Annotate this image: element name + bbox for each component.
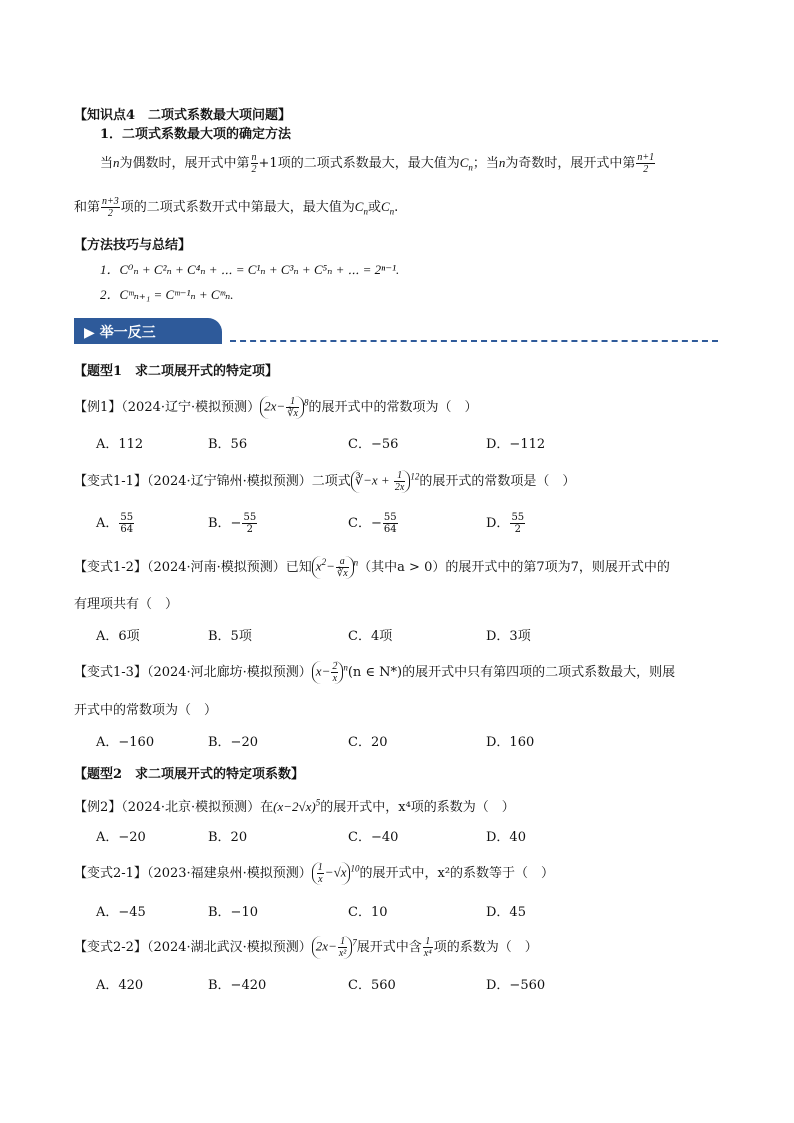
variant-1-2-choice-a[interactable]: A．6项 [96,629,140,644]
example2-choice-a[interactable]: A．−20 [96,830,146,845]
variant-1-3-choice-d[interactable]: D．160 [486,735,535,750]
variant-1-2-choice-d[interactable]: D．3项 [486,629,531,644]
variant-2-2-question: 【变式2-2】（2024·湖北武汉·模拟预测） 2x− $\frac{1}{\text{x²}}$ $^7$展开式中含 $\frac{1}{\text{x⁴}}$ 项的系数为（ ） [74,936,538,959]
variant-1-3-question: 【变式1-3】（2024·河北廊坊·模拟预测） x− $\frac{2}{x}$ $^n$(n ∈ N*)的展开式中只有第四项的二项式系数最大，则展 [74,661,676,684]
banner-dashed-line [230,340,718,342]
example1-question: 【例1】（2024·辽宁·模拟预测） 2x− $\frac{1}{∛x}$ $^8$的展开式中的常数项为（ ） [74,396,478,419]
variant-2-1-choice-a[interactable]: A．−45 [96,905,146,920]
knowledge-paragraph-line1: 当n为偶数时，展开式中第 $\frac{n}{2}$ +1项的二项式系数最大，最大值为$C_n$；当n为奇数时，展开式中第 $\frac{n+1}{2}$ [100,152,655,175]
variant-1-3-question-line2: 开式中的常数项为（ ） [74,703,218,718]
example2-choice-b[interactable]: B．20 [208,830,248,845]
variant-2-2-choice-d[interactable]: D．−560 [486,978,546,993]
variant-1-1-choice-a[interactable]: A． $\frac{55}{64}$ [96,512,134,535]
type1-heading: 【题型1 求二项展开式的特定项】 [74,364,279,379]
variant-1-1-choice-d[interactable]: D． $\frac{55}{2}$ [486,512,525,535]
variant-2-1-choice-b[interactable]: B．−10 [208,905,258,920]
variant-1-1-question: 【变式1-1】（2024·辽宁锦州·模拟预测）二项式 ∛−x + $\frac{1}{2x}$ $^{12}$的展开式的常数项是（ ） [74,470,576,493]
variant-1-1-choice-b[interactable]: B．− $\frac{55}{2}$ [208,512,257,535]
method-item-1: 1．C⁰ₙ + C²ₙ + C⁴ₙ + ⋯ = C¹ₙ + C³ₙ + C⁵ₙ + ⋯ = 2ⁿ⁻¹. [100,262,400,277]
example2-choice-d[interactable]: D．40 [486,830,526,845]
example1-choice-a[interactable]: A．112 [96,437,144,452]
example1-choice-b[interactable]: B．56 [208,437,248,452]
section-banner-label: ▶ 举一反三 [84,325,156,341]
variant-1-3-choice-c[interactable]: C．20 [348,735,388,750]
variant-2-2-choice-c[interactable]: C．560 [348,978,396,993]
variant-2-1-question: 【变式2-1】（2023·福建泉州·模拟预测） $\frac{1}{x}$ −√x $^{10}$的展开式中，x²的系数等于（ ） [74,862,555,885]
knowledge-subheading: 1．二项式系数最大项的确定方法 [100,127,292,142]
example1-choice-d[interactable]: D．−112 [486,437,546,452]
knowledge-heading: 【知识点4 二项式系数最大项问题】 [74,108,292,123]
example2-question: 【例2】（2024·北京·模拟预测）在$(x-2√x)^5$的展开式中，x⁴项的系数为（ ） [74,797,515,815]
variant-1-2-choice-c[interactable]: C．4项 [348,629,393,644]
method-heading: 【方法技巧与总结】 [74,238,192,253]
variant-1-1-choice-c[interactable]: C．− $\frac{55}{64}$ [348,512,397,535]
knowledge-paragraph-line2: 和第 $\frac{n+3}{2}$ 项的二项式系数开式中第最大，最大值为$C_n$或$C_n$. [74,196,399,219]
example1-choice-c[interactable]: C．−56 [348,437,399,452]
variant-1-2-question: 【变式1-2】（2024·河南·模拟预测）已知 $x^2-$ $\frac{a}{∛x}$ $^n$（其中a > 0）的展开式中的第7项为7，则展开式中的 [74,556,670,579]
variant-2-2-choice-b[interactable]: B．−420 [208,978,267,993]
variant-2-2-choice-a[interactable]: A．420 [96,978,144,993]
variant-1-2-question-line2: 有理项共有（ ） [74,597,179,612]
variant-2-1-choice-c[interactable]: C．10 [348,905,388,920]
example2-choice-c[interactable]: C．−40 [348,830,399,845]
type2-heading: 【题型2 求二项展开式的特定项系数】 [74,767,305,782]
method-item-2: 2．Cᵐₙ₊₁ = Cᵐ⁻¹ₙ + Cᵐₙ. [100,287,234,302]
section-banner [74,318,222,344]
variant-1-3-choice-b[interactable]: B．−20 [208,735,258,750]
variant-1-2-choice-b[interactable]: B．5项 [208,629,252,644]
variant-2-1-choice-d[interactable]: D．45 [486,905,526,920]
variant-1-3-choice-a[interactable]: A．−160 [96,735,155,750]
